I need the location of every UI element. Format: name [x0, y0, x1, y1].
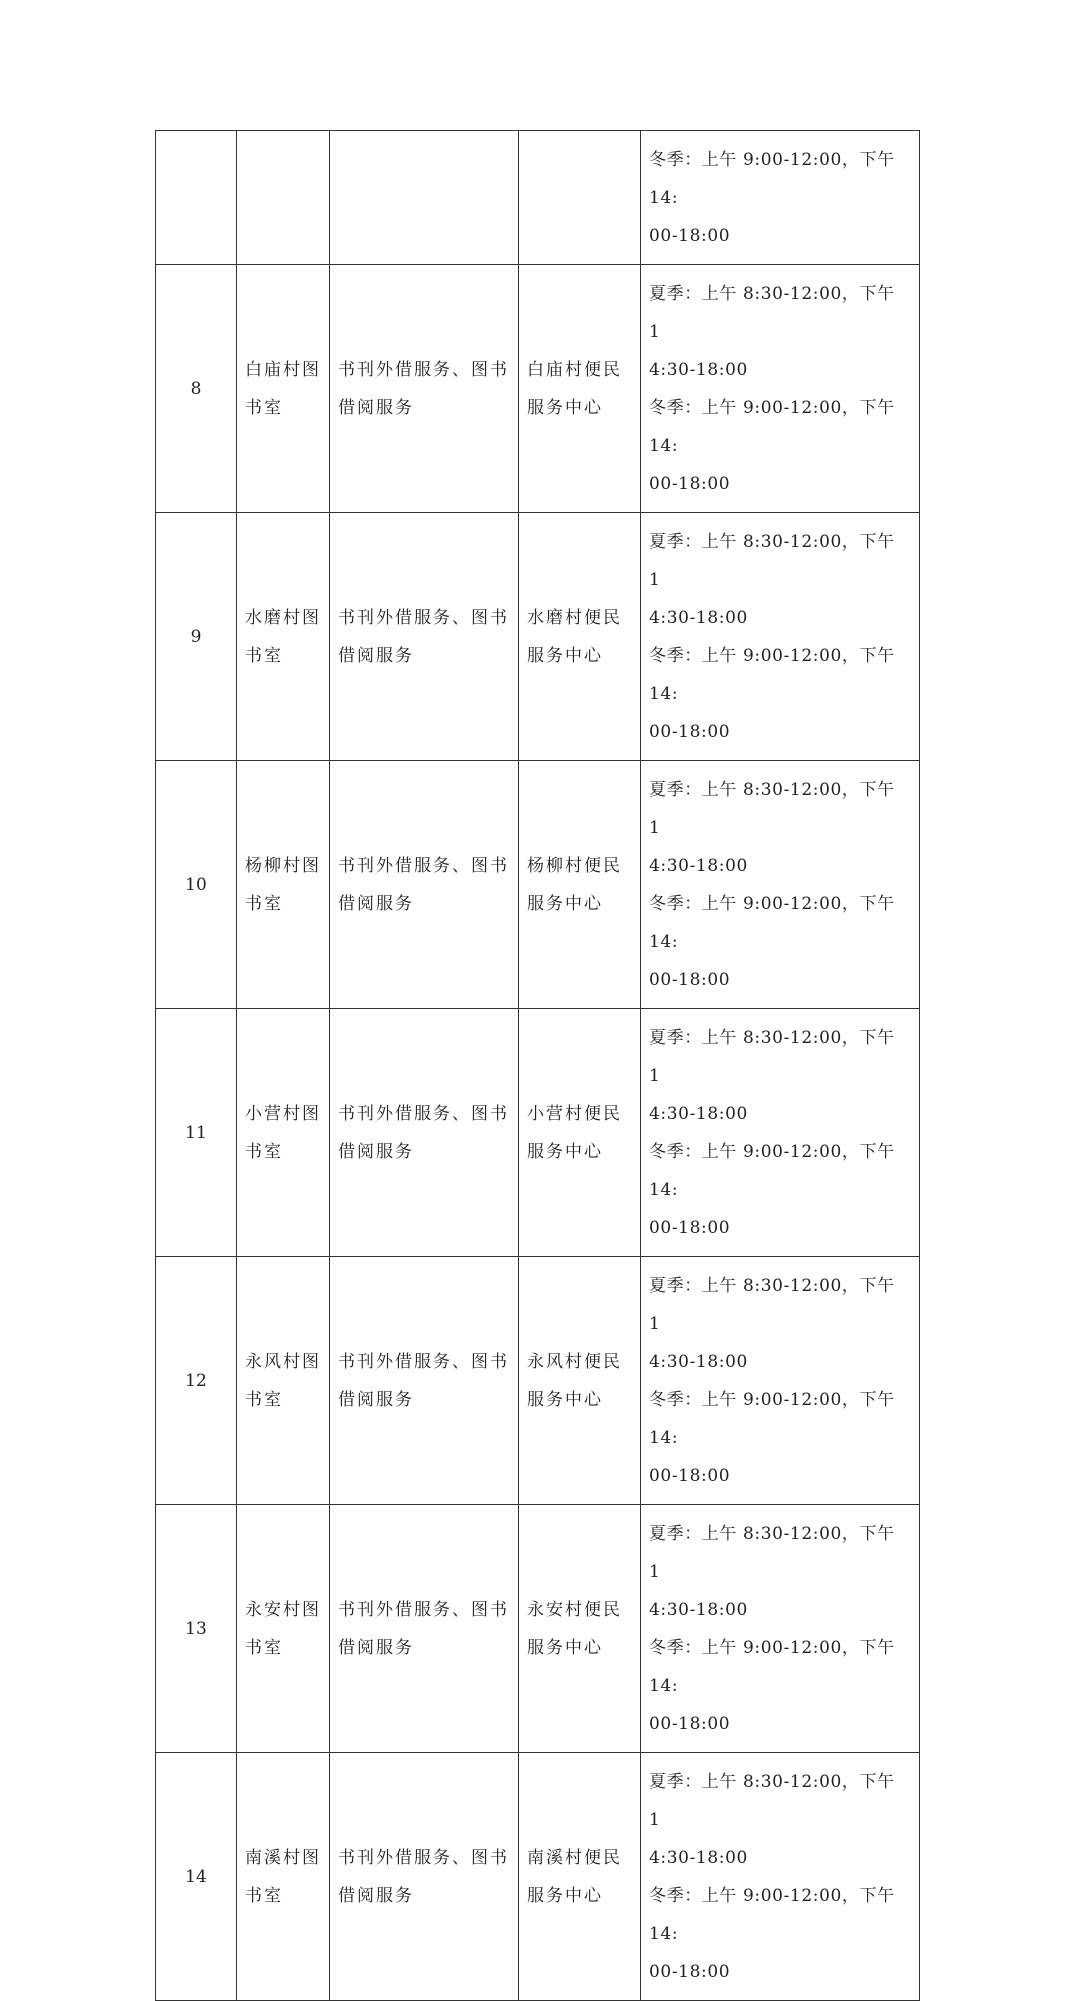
hours-line: 冬季：上午 9:00-12:00，下午 14:: [649, 894, 895, 952]
library-name: 水磨村图书室: [237, 513, 330, 761]
library-table: [155, 130, 920, 2001]
hours-line: 冬季：上午 9:00-12:00，下午 14:: [649, 1142, 895, 1200]
service-location: 水磨村便民服务中心: [519, 513, 641, 761]
library-name: 永安村图书室: [237, 1505, 330, 1753]
hours-line: 4:30-18:00: [649, 1848, 748, 1868]
hours-line: 00-18:00: [649, 970, 731, 990]
hours-line: 夏季：上午 8:30-12:00，下午 1: [649, 1276, 895, 1334]
library-name: 杨柳村图书室: [237, 761, 330, 1009]
hours-line: 夏季：上午 8:30-12:00，下午 1: [649, 1524, 895, 1582]
opening-hours: [641, 1009, 920, 1257]
library-name: 白庙村图书室: [237, 265, 330, 513]
service-content: 书刊外借服务、图书借阅服务: [330, 1505, 519, 1753]
service-location: 小营村便民服务中心: [519, 1009, 641, 1257]
library-name: 永风村图书室: [237, 1257, 330, 1505]
opening-hours: [641, 265, 920, 513]
library-name: [237, 131, 330, 265]
hours-line: 冬季：上午 9:00-12:00，下午 14:: [649, 1638, 895, 1696]
table-row: [156, 265, 920, 513]
row-number: 14: [156, 1753, 237, 2001]
service-content: 书刊外借服务、图书借阅服务: [330, 1257, 519, 1505]
table-row: [156, 1009, 920, 1257]
hours-line: 00-18:00: [649, 722, 731, 742]
table-row: [156, 1505, 920, 1753]
opening-hours: [641, 513, 920, 761]
hours-line: 4:30-18:00: [649, 1600, 748, 1620]
hours-line: 4:30-18:00: [649, 856, 748, 876]
opening-hours: [641, 761, 920, 1009]
service-content: 书刊外借服务、图书借阅服务: [330, 761, 519, 1009]
service-location: 杨柳村便民服务中心: [519, 761, 641, 1009]
service-location: 南溪村便民服务中心: [519, 1753, 641, 2001]
hours-line: 夏季：上午 8:30-12:00，下午 1: [649, 780, 895, 838]
service-location: 永安村便民服务中心: [519, 1505, 641, 1753]
hours-line: 冬季：上午 9:00-12:00，下午 14:: [649, 150, 895, 208]
hours-line: 00-18:00: [649, 226, 731, 246]
service-location: 永风村便民服务中心: [519, 1257, 641, 1505]
hours-line: 夏季：上午 8:30-12:00，下午 1: [649, 284, 895, 342]
row-number: 12: [156, 1257, 237, 1505]
row-number: 8: [156, 265, 237, 513]
table-row: [156, 1257, 920, 1505]
service-content: 书刊外借服务、图书借阅服务: [330, 1009, 519, 1257]
opening-hours: [641, 131, 920, 265]
hours-line: 00-18:00: [649, 474, 731, 494]
library-name: 小营村图书室: [237, 1009, 330, 1257]
service-content: 书刊外借服务、图书借阅服务: [330, 513, 519, 761]
hours-line: 00-18:00: [649, 1218, 731, 1238]
opening-hours: [641, 1505, 920, 1753]
table-row-continued: [156, 131, 920, 265]
opening-hours: [641, 1257, 920, 1505]
hours-line: 00-18:00: [649, 1714, 731, 1734]
service-content: 书刊外借服务、图书借阅服务: [330, 265, 519, 513]
row-number: 10: [156, 761, 237, 1009]
hours-line: 夏季：上午 8:30-12:00，下午 1: [649, 532, 895, 590]
opening-hours: [641, 1753, 920, 2001]
library-name: 南溪村图书室: [237, 1753, 330, 2001]
service-content: [330, 131, 519, 265]
hours-line: 00-18:00: [649, 1962, 731, 1982]
table-row: [156, 1753, 920, 2001]
hours-line: 4:30-18:00: [649, 608, 748, 628]
row-number: 11: [156, 1009, 237, 1257]
row-number: [156, 131, 237, 265]
table-row: [156, 513, 920, 761]
hours-line: 4:30-18:00: [649, 360, 748, 380]
service-location: 白庙村便民服务中心: [519, 265, 641, 513]
hours-line: 冬季：上午 9:00-12:00，下午 14:: [649, 646, 895, 704]
row-number: 9: [156, 513, 237, 761]
hours-line: 夏季：上午 8:30-12:00，下午 1: [649, 1028, 895, 1086]
hours-line: 冬季：上午 9:00-12:00，下午 14:: [649, 1886, 895, 1944]
hours-line: 4:30-18:00: [649, 1352, 748, 1372]
service-content: 书刊外借服务、图书借阅服务: [330, 1753, 519, 2001]
service-location: [519, 131, 641, 265]
hours-line: 冬季：上午 9:00-12:00，下午 14:: [649, 398, 895, 456]
hours-line: 夏季：上午 8:30-12:00，下午 1: [649, 1772, 895, 1830]
row-number: 13: [156, 1505, 237, 1753]
hours-line: 00-18:00: [649, 1466, 731, 1486]
table-row: [156, 761, 920, 1009]
hours-line: 4:30-18:00: [649, 1104, 748, 1124]
hours-line: 冬季：上午 9:00-12:00，下午 14:: [649, 1390, 895, 1448]
